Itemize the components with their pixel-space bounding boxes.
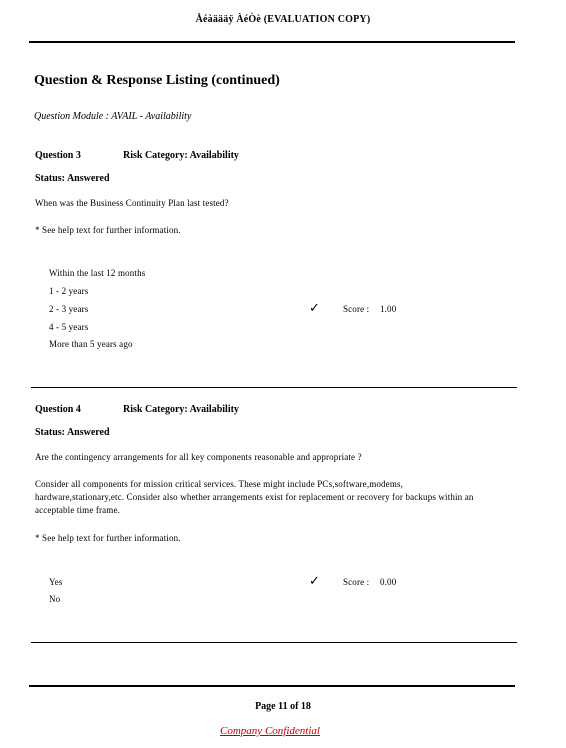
checkmark-icon: ✓	[309, 573, 320, 588]
footer-divider	[29, 685, 515, 687]
score-value: 0.00	[380, 577, 397, 587]
answer-option-selected: Yes	[49, 577, 63, 587]
answer-option-selected: 2 - 3 years	[49, 304, 89, 314]
risk-category: Risk Category: Availability	[123, 404, 239, 415]
answer-option: Within the last 12 months	[49, 268, 146, 278]
question-status: Status: Answered	[35, 427, 110, 438]
risk-category: Risk Category: Availability	[123, 150, 239, 161]
checkmark-icon: ✓	[309, 300, 320, 315]
help-text-note: * See help text for further information.	[35, 533, 181, 543]
question-text: Are the contingency arrangements for all key components reasonable and appropriate ?	[35, 452, 362, 462]
question-status: Status: Answered	[35, 173, 110, 184]
question-divider	[31, 387, 517, 388]
question-number: Question 4	[35, 404, 81, 415]
score-label: Score :	[343, 577, 370, 587]
question-guidance-paragraph: Consider all components for mission critical services. These might include PCs,software,modems, hardware,stationary,etc. Consider also whether arrangements exist for replacement or recovery for backups within an acceptable time frame.	[35, 479, 474, 515]
section-title: Question & Response Listing (continued)	[34, 73, 280, 88]
score-value: 1.00	[380, 304, 397, 314]
page-number: Page 11 of 18	[255, 701, 311, 712]
score-label: Score :	[343, 304, 370, 314]
help-text-note: * See help text for further information.	[35, 225, 181, 235]
answer-option: No	[49, 594, 61, 604]
report-header-title: Åéàäääÿ ÀéÒè (EVALUATION COPY)	[195, 14, 371, 25]
answer-option: 1 - 2 years	[49, 286, 89, 296]
question-module-line: Question Module : AVAIL - Availability	[34, 111, 192, 122]
header-divider	[29, 41, 515, 43]
confidential-notice: Company Confidential	[220, 725, 320, 737]
answer-option: 4 - 5 years	[49, 322, 89, 332]
answer-option: More than 5 years ago	[49, 339, 133, 349]
question-text: When was the Business Continuity Plan last tested?	[35, 198, 229, 208]
question-number: Question 3	[35, 150, 81, 161]
question-divider	[31, 642, 517, 643]
